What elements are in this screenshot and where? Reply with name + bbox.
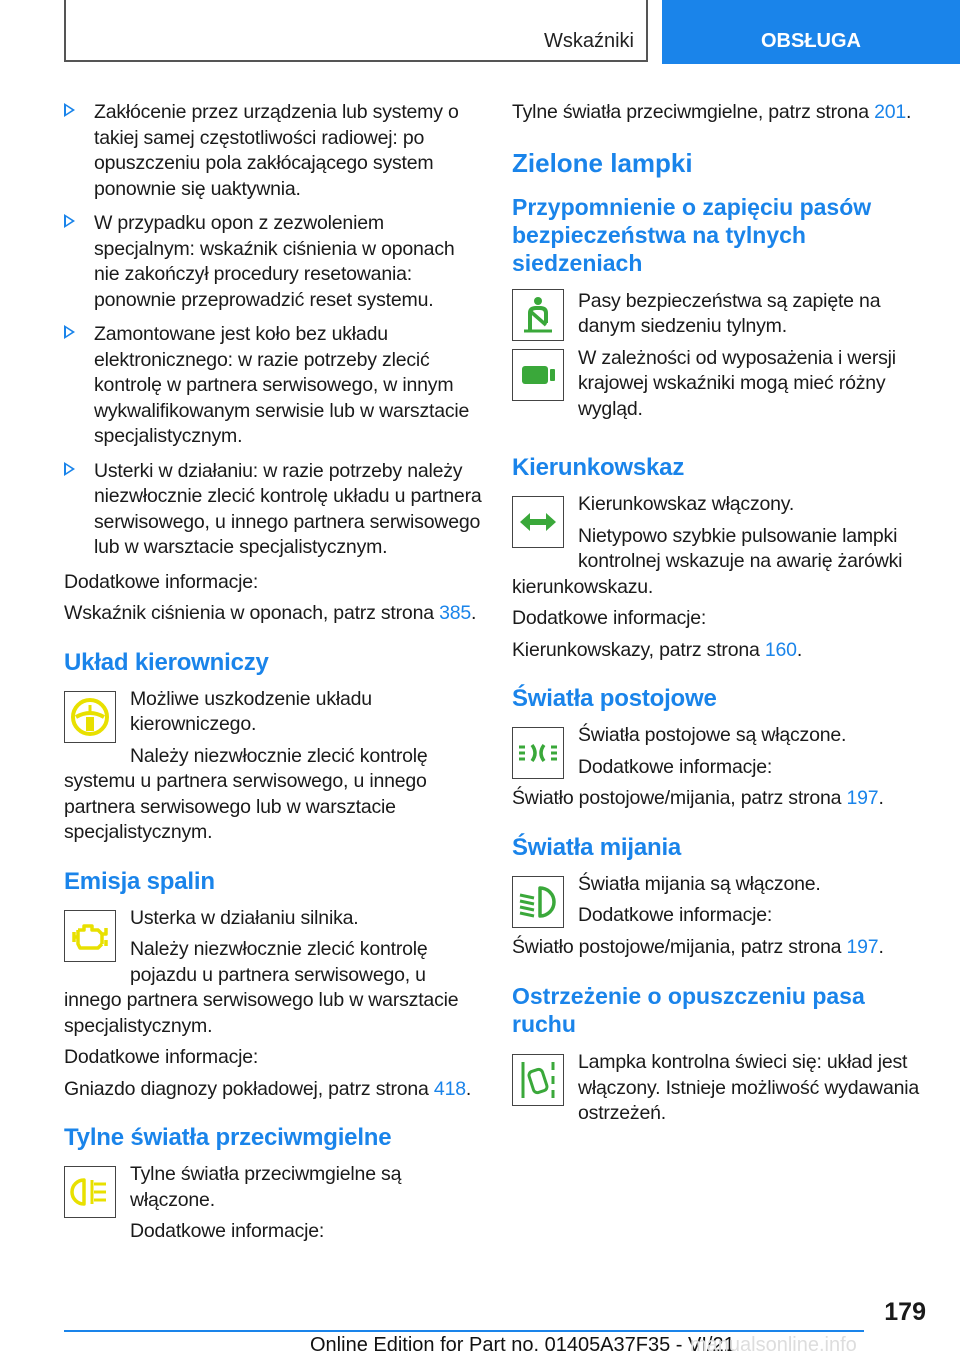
steering-warning-icon (64, 691, 116, 743)
right-column: Tylne światła przeciwmgielne, patrz strona 201. Zielone lampki Przypomnienie o zapięciu pasów bezpieczeństwa na tylnych siedzeniach Pasy bezpieczeństwa są zapięte na danym siedzeniu tylnym. W zależności od wyposażenia i wersji krajowej wskaźniki mogą mieć różny wygląd. Kierunkowskaz Kierunkowskaz włączony. Nietypowo szybkie pulsowanie lampki kontrolnej wskazuje na awarię żarówki kierunkowskazu. Dodatkowe informacje: Kierunkowskazy, patrz strona 160. Światła postojowe Światła postojowe są włączone. Dodatkowe informacje: Światło postojowe/mijania, patrz strona 197. Światła mijania Światła mijania są włączone. Dodatkowe informacje: Światło postojowe/mijania, patrz strona 197. Ostrzeżenie o opuszczeniu pasa ruchu Lampka kontrolna świeci się: układ jest włączony. Istnieje możliwość wydawania ostrzeżeń. (512, 100, 922, 1133)
chapter-tab[interactable]: OBSŁUGA (662, 0, 960, 64)
section-heading: Światła mijania (512, 833, 682, 861)
triangle-bullet-icon (64, 462, 75, 476)
page-link[interactable]: 197 (846, 935, 879, 958)
page-number: 179 (884, 1298, 926, 1326)
page-link[interactable]: 160 (764, 638, 797, 661)
triangle-bullet-icon (64, 103, 75, 117)
rear-fog-light-icon (64, 1166, 116, 1218)
seat-status-icon (512, 349, 564, 401)
parking-light-icon (512, 727, 564, 779)
left-column: Zakłócenie przez urządzenia lub systemy o takiej samej częstotliwości radiowej: po opuszczeniu pola zakłócającego system ponownie się uaktywnia. W przypadku opon z zezwoleniem specjalnym: wskaźnik ciśnienia w oponach nie zakończył procedury resetowania: ponownie przeprowadzić reset systemu. Zamontowane jest koło bez układu elektronicznego: w razie potrzeby zlecić kontrolę w partnera serwisowego, w innym wykwalifikowanym serwisie lub w warsztacie specjalistycznym. Usterki w działaniu: w razie potrzeby należy niezwłocznie zlecić kontrolę układu u partnera serwisowego, u innego partnera serwisowego lub w warsztacie specjalistycznym. Dodatkowe informacje: Wskaźnik ciśnienia w oponach, patrz strona 385. Układ kierowniczy Możliwe uszkodzenie układu kierowniczego. Należy niezwłocznie zlecić kontrolę systemu u partnera serwisowego, u innego partnera serwisowego lub w warsztacie specjalistycznym. Emisja spalin Usterka w działaniu silnika. Należy niezwłocznie zlecić kontrolę pojazdu u partnera serwisowego, u innego partnera serwisowego lub w warsztacie specjalistycznym. Dodatkowe informacje: Gniazdo diagnozy pokładowej, patrz strona 418. Tylne światła przeciwmgielne Tylne światła przeciwmgielne są włączone. Dodatkowe informacje: (64, 101, 482, 1242)
lane-departure-icon (512, 1054, 564, 1106)
chapter-heading: Zielone lampki (512, 147, 693, 178)
icon-stack (512, 289, 564, 401)
tpms-reference: Wskaźnik ciśnienia w oponach, patrz strona 385. (64, 602, 477, 624)
section-title: Wskaźniki (543, 30, 634, 52)
more-info-label: Dodatkowe informacje: (64, 570, 259, 593)
low-beam-icon (512, 876, 564, 928)
page-link[interactable]: 201 (874, 101, 906, 123)
list-item: W przypadku opon z zezwoleniem specjalnym: wskaźnik ciśnienia w oponach nie zakończył procedury resetowania: ponownie przeprowadzić reset systemu. (64, 211, 482, 313)
page-link[interactable]: 197 (846, 787, 879, 809)
footer-divider (64, 1330, 864, 1332)
section-heading: Układ kierowniczy (64, 648, 269, 676)
section-heading: Tylne światła przeciwmgielne (64, 1124, 392, 1151)
triangle-bullet-icon (64, 214, 75, 228)
seatbelt-icon (512, 289, 564, 341)
header-box (64, 0, 648, 62)
list-item: Zamontowane jest koło bez układu elektronicznego: w razie potrzeby zlecić kontrolę w partnera serwisowego, w innym wykwalifikowanym serwisie lub w warsztacie specjalistycznym. (64, 322, 482, 450)
section-heading: Ostrzeżenie o opuszczeniu pasa ruchu (512, 983, 865, 1037)
edition-info: Online Edition for Part no. 01405A37F35 - VI/21 (310, 1334, 735, 1356)
section-heading: Emisja spalin (64, 867, 215, 895)
triangle-bullet-icon (64, 325, 75, 339)
list-item: Zakłócenie przez urządzenia lub systemy o takiej samej częstotliwości radiowej: po opuszczeniu pola zakłócającego system ponownie się uaktywnia. (64, 100, 482, 202)
engine-warning-icon (64, 910, 116, 962)
page-link[interactable]: 385 (439, 602, 472, 624)
section-heading: Kierunkowskaz (512, 454, 685, 481)
section-heading: Przypomnienie o zapięciu pasów bezpieczeństwa na tylnych siedzeniach (512, 193, 872, 276)
turn-signal-icon (512, 496, 564, 548)
list-item: Usterki w działaniu: w razie potrzeby należy niezwłocznie zlecić kontrolę układu u partnera serwisowego, u innego partnera serwisowego lub w warsztacie specjalistycznym. (64, 459, 482, 561)
watermark: manualsonline.info (690, 1334, 857, 1356)
page-link[interactable]: 418 (433, 1077, 466, 1100)
section-heading: Światła postojowe (512, 685, 717, 712)
